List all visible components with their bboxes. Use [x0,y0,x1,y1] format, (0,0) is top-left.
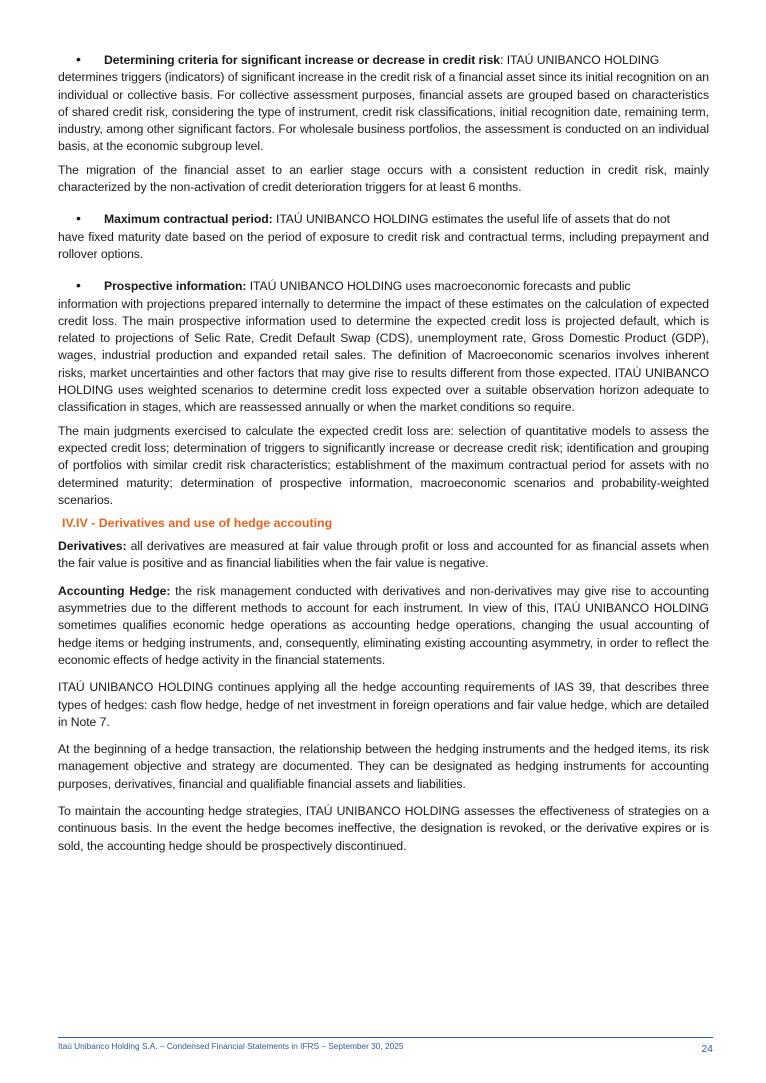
hedge-maintain-paragraph: To maintain the accounting hedge strategies, ITAÚ UNIBANCO HOLDING assesses the effectiveness of strategies on a continuous basis. In the event the hedge becomes ineffective, the designation is revoked, or the derivative expires or is sold, the accounting hedge should be prospectively discontinued. [58,803,709,853]
hedge-beginning-paragraph: At the beginning of a hedge transaction, the relationship between the hedging instruments and the hedged items, its risk management objective and strategy are documented. They can be designated as hedging instruments for accounting purposes, derivatives, financial and qualifiable financial assets and liabilities. [58,742,709,791]
page-number: 24 [701,1043,713,1055]
accounting-hedge-label: Accounting Hedge: [58,583,171,598]
bullet-dot: • [76,210,81,227]
bullet-dot: • [76,51,81,67]
derivatives-label: Derivatives: [58,539,127,554]
bullet-prospective-information [58,277,709,295]
ias39-paragraph: ITAÚ UNIBANCO HOLDING continues applying all the hedge accounting requirements of IAS 39, that describes three types of hedges: cash flow hedge, hedge of net investment in foreign operations and fair value hedge, which are detailed in Note 7. [58,680,709,729]
accounting-hedge-text: the risk management conducted with derivatives and non-derivatives may give rise to accounting asymmetries due to the different methods to account for each instrument. In view of this, ITAÚ UNIBANCO HOLDING sometimes qualifies economic hedge operations as accounting hedge operations, changing the usual accounting of hedge items or hedging instruments, and, consequently, eliminating existing accounting asymmetry, in order to reflect the economic effects of hedge activity in the financial statements. [58,583,709,667]
bullet-text: : ITAÚ UNIBANCO HOLDING [500,53,660,67]
migration-paragraph: The migration of the financial asset to an earlier stage occurs with a consistent reduction in credit risk, mainly characterized by the non-activation of credit deterioration triggers for at least 6 months. [58,162,709,195]
bullet-title: Maximum contractual period: [104,212,273,227]
page-footer [58,1037,713,1055]
bullet-max-contractual-period [58,210,709,228]
footer-text: Itaú Unibanco Holding S.A. – Condensed Financial Statements in IFRS – September 30, 2025 [58,1041,404,1051]
bullet-body: determines triggers (indicators) of significant increase in the credit risk of a financial asset since its initial recognition on an individual or collective basis. For collective assessment purposes, financial assets are grouped based on characteristics of shared credit risk, considering the type of instrument, credit risk classifications, initial recognition date, remaining term, industry, among other significant factors. For wholesale business portfolios, the assessment is conducted on an individual basis, at the economic subgroup level. [58,70,709,154]
bullet-body: information with projections prepared internally to determine the impact of these estimates on the calculation of expected credit loss. The main prospective information used to determine the expected credit loss is projected default, which is related to projections of Selic Rate, Credit Default Swap (CDS), unemployment rate, Gross Domestic Product (GDP), wages, industrial production and expanded retail sales. The definition of Macroeconomic scenarios involves inherent risks, market uncertainties and other factors that may give rise to results different from those expected. ITAÚ UNIBANCO HOLDING uses weighted scenarios to determine credit loss expected over a suitable observation horizon adequate to classification in stages, which are reassessed annually or when the market conditions so require. [58,296,709,415]
judgments-paragraph: The main judgments exercised to calculate the expected credit loss are: selection of quantitative models to assess the expected credit loss; determination of triggers to significantly increase or decrease credit risk; identification and grouping of portfolios with similar credit risk characteristics; establishment of the maximum contractual period for assets with no determined maturity; determination of prospective information, macroeconomic scenarios and probability-weighted scenarios. [58,423,709,507]
section-heading: IV.IV - Derivatives and use of hedge accouting [62,516,333,531]
derivatives-text: all derivatives are measured at fair value through profit or loss and accounted for as financial assets when the fair value is positive and as financial liabilities when the fair value is negative. [58,539,709,571]
bullet-text: ITAÚ UNIBANCO HOLDING uses macroeconomic forecasts and public [246,279,631,294]
bullet-title: Determining criteria for significant increase or decrease in credit risk [104,53,501,67]
bullet-title: Prospective information: [104,279,247,294]
bullet-significant-credit-risk [58,51,709,69]
bullet-text: ITAÚ UNIBANCO HOLDING estimates the useful life of assets that do not [272,212,670,227]
bullet-body: have fixed maturity date based on the period of exposure to credit risk and contractual terms, including prepayment and rollover options. [58,229,709,261]
bullet-dot: • [76,277,81,294]
document-page [58,51,709,855]
accounting-hedge-paragraph [58,583,709,669]
derivatives-paragraph [58,538,709,573]
